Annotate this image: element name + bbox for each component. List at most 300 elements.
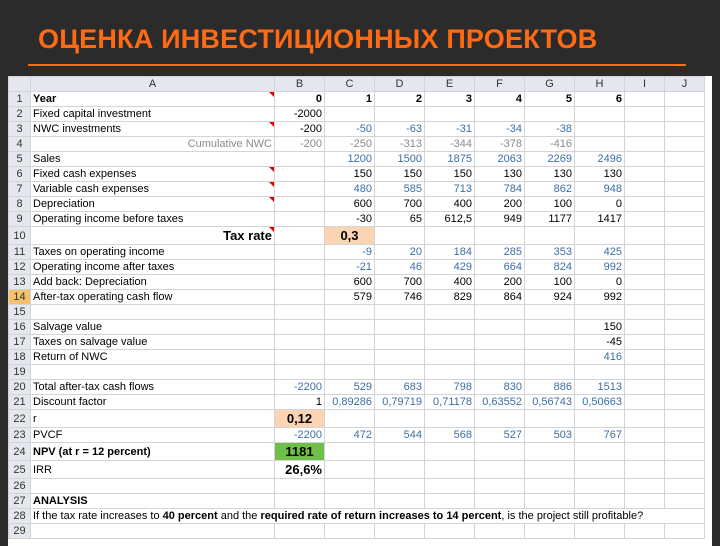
row-header[interactable]: 12 bbox=[9, 260, 31, 275]
cell-g8[interactable]: 100 bbox=[525, 197, 575, 212]
cell-d15[interactable] bbox=[375, 305, 425, 320]
cell-j25[interactable] bbox=[665, 461, 705, 479]
row-header[interactable]: 19 bbox=[9, 365, 31, 380]
cell-e12[interactable]: 429 bbox=[425, 260, 475, 275]
cell-c14[interactable]: 579 bbox=[325, 290, 375, 305]
cell-j21[interactable] bbox=[665, 395, 705, 410]
cell-c23[interactable]: 472 bbox=[325, 428, 375, 443]
cell-j26[interactable] bbox=[665, 479, 705, 494]
select-all-corner[interactable] bbox=[9, 77, 31, 92]
row-header[interactable]: 7 bbox=[9, 182, 31, 197]
cell-a13[interactable]: Add back: Depreciation bbox=[31, 275, 275, 290]
cell-j8[interactable] bbox=[665, 197, 705, 212]
column-header-d[interactable]: D bbox=[375, 77, 425, 92]
row-header[interactable]: 20 bbox=[9, 380, 31, 395]
cell-h10[interactable] bbox=[575, 227, 625, 245]
cell-b25[interactable]: 26,6% bbox=[275, 461, 325, 479]
cell-i11[interactable] bbox=[625, 245, 665, 260]
column-header-a[interactable]: A bbox=[31, 77, 275, 92]
cell-d19[interactable] bbox=[375, 365, 425, 380]
cell-b8[interactable] bbox=[275, 197, 325, 212]
cell-b11[interactable] bbox=[275, 245, 325, 260]
cell-i1[interactable] bbox=[625, 92, 665, 107]
cell-h19[interactable] bbox=[575, 365, 625, 380]
row-header[interactable]: 10 bbox=[9, 227, 31, 245]
cell-f19[interactable] bbox=[475, 365, 525, 380]
cell-i26[interactable] bbox=[625, 479, 665, 494]
cell-a19[interactable] bbox=[31, 365, 275, 380]
cell-f11[interactable]: 285 bbox=[475, 245, 525, 260]
row-header[interactable]: 6 bbox=[9, 167, 31, 182]
empty-cell[interactable] bbox=[325, 524, 375, 539]
column-header-i[interactable]: I bbox=[625, 77, 665, 92]
cell-i9[interactable] bbox=[625, 212, 665, 227]
row-header[interactable]: 15 bbox=[9, 305, 31, 320]
cell-g24[interactable] bbox=[525, 443, 575, 461]
cell-h14[interactable]: 992 bbox=[575, 290, 625, 305]
cell-b13[interactable] bbox=[275, 275, 325, 290]
cell-c8[interactable]: 600 bbox=[325, 197, 375, 212]
cell-h20[interactable]: 1513 bbox=[575, 380, 625, 395]
cell-i23[interactable] bbox=[625, 428, 665, 443]
cell-b26[interactable] bbox=[275, 479, 325, 494]
cell-a24[interactable]: NPV (at r = 12 percent) bbox=[31, 443, 275, 461]
cell-g12[interactable]: 824 bbox=[525, 260, 575, 275]
cell-b22[interactable]: 0,12 bbox=[275, 410, 325, 428]
cell-f16[interactable] bbox=[475, 320, 525, 335]
cell-h23[interactable]: 767 bbox=[575, 428, 625, 443]
cell-j4[interactable] bbox=[665, 137, 705, 152]
cell-h25[interactable] bbox=[575, 461, 625, 479]
cell-c10[interactable]: 0,3 bbox=[325, 227, 375, 245]
cell-i6[interactable] bbox=[625, 167, 665, 182]
cell-c21[interactable]: 0,89286 bbox=[325, 395, 375, 410]
row-header[interactable]: 4 bbox=[9, 137, 31, 152]
cell-f13[interactable]: 200 bbox=[475, 275, 525, 290]
cell-b17[interactable] bbox=[275, 335, 325, 350]
cell-a9[interactable]: Operating income before taxes bbox=[31, 212, 275, 227]
cell-h13[interactable]: 0 bbox=[575, 275, 625, 290]
cell-h1[interactable]: 6 bbox=[575, 92, 625, 107]
column-header-g[interactable]: G bbox=[525, 77, 575, 92]
cell-i2[interactable] bbox=[625, 107, 665, 122]
cell-e10[interactable] bbox=[425, 227, 475, 245]
cell-e6[interactable]: 150 bbox=[425, 167, 475, 182]
cell-f23[interactable]: 527 bbox=[475, 428, 525, 443]
row-header[interactable]: 13 bbox=[9, 275, 31, 290]
cell-j6[interactable] bbox=[665, 167, 705, 182]
cell-h5[interactable]: 2496 bbox=[575, 152, 625, 167]
cell-i18[interactable] bbox=[625, 350, 665, 365]
row-header[interactable]: 11 bbox=[9, 245, 31, 260]
cell-h22[interactable] bbox=[575, 410, 625, 428]
cell-e20[interactable]: 798 bbox=[425, 380, 475, 395]
cell-c19[interactable] bbox=[325, 365, 375, 380]
cell-g16[interactable] bbox=[525, 320, 575, 335]
cell-a5[interactable]: Sales bbox=[31, 152, 275, 167]
cell-i24[interactable] bbox=[625, 443, 665, 461]
cell-i13[interactable] bbox=[625, 275, 665, 290]
cell-b3[interactable]: -200 bbox=[275, 122, 325, 137]
empty-cell[interactable] bbox=[375, 524, 425, 539]
cell-d23[interactable]: 544 bbox=[375, 428, 425, 443]
cell-c9[interactable]: -30 bbox=[325, 212, 375, 227]
empty-cell[interactable] bbox=[475, 524, 525, 539]
cell-a16[interactable]: Salvage value bbox=[31, 320, 275, 335]
cell-a23[interactable]: PVCF bbox=[31, 428, 275, 443]
cell-h9[interactable]: 1417 bbox=[575, 212, 625, 227]
cell-a12[interactable]: Operating income after taxes bbox=[31, 260, 275, 275]
column-header-e[interactable]: E bbox=[425, 77, 475, 92]
cell-i5[interactable] bbox=[625, 152, 665, 167]
cell-e25[interactable] bbox=[425, 461, 475, 479]
cell-f22[interactable] bbox=[475, 410, 525, 428]
cell-c2[interactable] bbox=[325, 107, 375, 122]
cell-f7[interactable]: 784 bbox=[475, 182, 525, 197]
cell-i17[interactable] bbox=[625, 335, 665, 350]
cell-i10[interactable] bbox=[625, 227, 665, 245]
cell-f1[interactable]: 4 bbox=[475, 92, 525, 107]
row-header[interactable]: 3 bbox=[9, 122, 31, 137]
empty-cell[interactable] bbox=[525, 524, 575, 539]
cell-d22[interactable] bbox=[375, 410, 425, 428]
cell-d20[interactable]: 683 bbox=[375, 380, 425, 395]
cell-d21[interactable]: 0,79719 bbox=[375, 395, 425, 410]
cell-h27[interactable] bbox=[575, 494, 625, 509]
row-header[interactable]: 8 bbox=[9, 197, 31, 212]
empty-cell[interactable] bbox=[575, 524, 625, 539]
cell-j16[interactable] bbox=[665, 320, 705, 335]
row-header[interactable]: 1 bbox=[9, 92, 31, 107]
cell-d24[interactable] bbox=[375, 443, 425, 461]
cell-e27[interactable] bbox=[425, 494, 475, 509]
cell-c7[interactable]: 480 bbox=[325, 182, 375, 197]
cell-g17[interactable] bbox=[525, 335, 575, 350]
cell-h17[interactable]: -45 bbox=[575, 335, 625, 350]
cell-b14[interactable] bbox=[275, 290, 325, 305]
cell-c5[interactable]: 1200 bbox=[325, 152, 375, 167]
cell-i8[interactable] bbox=[625, 197, 665, 212]
cell-c20[interactable]: 529 bbox=[325, 380, 375, 395]
cell-j14[interactable] bbox=[665, 290, 705, 305]
cell-e18[interactable] bbox=[425, 350, 475, 365]
cell-e23[interactable]: 568 bbox=[425, 428, 475, 443]
cell-b23[interactable]: -2200 bbox=[275, 428, 325, 443]
cell-e24[interactable] bbox=[425, 443, 475, 461]
cell-h11[interactable]: 425 bbox=[575, 245, 625, 260]
cell-c16[interactable] bbox=[325, 320, 375, 335]
cell-g19[interactable] bbox=[525, 365, 575, 380]
cell-a7[interactable]: Variable cash expenses bbox=[31, 182, 275, 197]
cell-j10[interactable] bbox=[665, 227, 705, 245]
cell-i15[interactable] bbox=[625, 305, 665, 320]
cell-e3[interactable]: -31 bbox=[425, 122, 475, 137]
cell-g7[interactable]: 862 bbox=[525, 182, 575, 197]
cell-f5[interactable]: 2063 bbox=[475, 152, 525, 167]
cell-c18[interactable] bbox=[325, 350, 375, 365]
cell-h24[interactable] bbox=[575, 443, 625, 461]
cell-g13[interactable]: 100 bbox=[525, 275, 575, 290]
cell-j18[interactable] bbox=[665, 350, 705, 365]
cell-d14[interactable]: 746 bbox=[375, 290, 425, 305]
cell-h12[interactable]: 992 bbox=[575, 260, 625, 275]
row-header[interactable]: 5 bbox=[9, 152, 31, 167]
cell-f20[interactable]: 830 bbox=[475, 380, 525, 395]
column-header-j[interactable]: J bbox=[665, 77, 705, 92]
cell-a18[interactable]: Return of NWC bbox=[31, 350, 275, 365]
cell-j1[interactable] bbox=[665, 92, 705, 107]
cell-c15[interactable] bbox=[325, 305, 375, 320]
cell-f24[interactable] bbox=[475, 443, 525, 461]
cell-d13[interactable]: 700 bbox=[375, 275, 425, 290]
cell-b12[interactable] bbox=[275, 260, 325, 275]
row-header[interactable]: 14 bbox=[9, 290, 31, 305]
cell-a8[interactable]: Depreciation bbox=[31, 197, 275, 212]
cell-b21[interactable]: 1 bbox=[275, 395, 325, 410]
cell-d8[interactable]: 700 bbox=[375, 197, 425, 212]
cell-f12[interactable]: 664 bbox=[475, 260, 525, 275]
cell-c6[interactable]: 150 bbox=[325, 167, 375, 182]
cell-d7[interactable]: 585 bbox=[375, 182, 425, 197]
cell-g25[interactable] bbox=[525, 461, 575, 479]
cell-e16[interactable] bbox=[425, 320, 475, 335]
cell-a17[interactable]: Taxes on salvage value bbox=[31, 335, 275, 350]
cell-a22[interactable]: r bbox=[31, 410, 275, 428]
cell-g26[interactable] bbox=[525, 479, 575, 494]
cell-c12[interactable]: -21 bbox=[325, 260, 375, 275]
cell-b24[interactable]: 1181 bbox=[275, 443, 325, 461]
empty-cell[interactable] bbox=[625, 524, 665, 539]
cell-a1[interactable]: Year bbox=[31, 92, 275, 107]
cell-i3[interactable] bbox=[625, 122, 665, 137]
cell-c3[interactable]: -50 bbox=[325, 122, 375, 137]
cell-i21[interactable] bbox=[625, 395, 665, 410]
column-header-h[interactable]: H bbox=[575, 77, 625, 92]
cell-h2[interactable] bbox=[575, 107, 625, 122]
cell-d11[interactable]: 20 bbox=[375, 245, 425, 260]
empty-cell[interactable] bbox=[275, 524, 325, 539]
cell-c26[interactable] bbox=[325, 479, 375, 494]
cell-c22[interactable] bbox=[325, 410, 375, 428]
row-header[interactable]: 25 bbox=[9, 461, 31, 479]
cell-j12[interactable] bbox=[665, 260, 705, 275]
cell-a10[interactable]: Tax rate bbox=[31, 227, 275, 245]
cell-j19[interactable] bbox=[665, 365, 705, 380]
cell-g11[interactable]: 353 bbox=[525, 245, 575, 260]
row-header[interactable]: 23 bbox=[9, 428, 31, 443]
cell-d10[interactable] bbox=[375, 227, 425, 245]
row-header[interactable]: 18 bbox=[9, 350, 31, 365]
cell-g21[interactable]: 0,56743 bbox=[525, 395, 575, 410]
cell-f27[interactable] bbox=[475, 494, 525, 509]
row-header[interactable]: 22 bbox=[9, 410, 31, 428]
cell-h21[interactable]: 0,50663 bbox=[575, 395, 625, 410]
row-header[interactable]: 9 bbox=[9, 212, 31, 227]
cell-a20[interactable]: Total after-tax cash flows bbox=[31, 380, 275, 395]
cell-g10[interactable] bbox=[525, 227, 575, 245]
cell-g15[interactable] bbox=[525, 305, 575, 320]
empty-cell[interactable] bbox=[425, 524, 475, 539]
row-header[interactable]: 24 bbox=[9, 443, 31, 461]
row-header[interactable]: 29 bbox=[9, 524, 31, 539]
cell-i27[interactable] bbox=[625, 494, 665, 509]
cell-g20[interactable]: 886 bbox=[525, 380, 575, 395]
cell-e15[interactable] bbox=[425, 305, 475, 320]
cell-e1[interactable]: 3 bbox=[425, 92, 475, 107]
cell-b20[interactable]: -2200 bbox=[275, 380, 325, 395]
cell-f15[interactable] bbox=[475, 305, 525, 320]
cell-g23[interactable]: 503 bbox=[525, 428, 575, 443]
cell-j17[interactable] bbox=[665, 335, 705, 350]
cell-f18[interactable] bbox=[475, 350, 525, 365]
cell-g6[interactable]: 130 bbox=[525, 167, 575, 182]
cell-b19[interactable] bbox=[275, 365, 325, 380]
cell-a27[interactable]: ANALYSIS bbox=[31, 494, 275, 509]
cell-f17[interactable] bbox=[475, 335, 525, 350]
cell-a15[interactable] bbox=[31, 305, 275, 320]
cell-d26[interactable] bbox=[375, 479, 425, 494]
cell-b6[interactable] bbox=[275, 167, 325, 182]
cell-d6[interactable]: 150 bbox=[375, 167, 425, 182]
cell-b1[interactable]: 0 bbox=[275, 92, 325, 107]
cell-h7[interactable]: 948 bbox=[575, 182, 625, 197]
cell-a2[interactable]: Fixed capital investment bbox=[31, 107, 275, 122]
cell-g9[interactable]: 1177 bbox=[525, 212, 575, 227]
cell-g18[interactable] bbox=[525, 350, 575, 365]
cell-f14[interactable]: 864 bbox=[475, 290, 525, 305]
cell-g22[interactable] bbox=[525, 410, 575, 428]
cell-g5[interactable]: 2269 bbox=[525, 152, 575, 167]
cell-e4[interactable]: -344 bbox=[425, 137, 475, 152]
cell-h3[interactable] bbox=[575, 122, 625, 137]
cell-i7[interactable] bbox=[625, 182, 665, 197]
cell-g1[interactable]: 5 bbox=[525, 92, 575, 107]
cell-j11[interactable] bbox=[665, 245, 705, 260]
cell-a21[interactable]: Discount factor bbox=[31, 395, 275, 410]
cell-a25[interactable]: IRR bbox=[31, 461, 275, 479]
cell-b7[interactable] bbox=[275, 182, 325, 197]
cell-d4[interactable]: -313 bbox=[375, 137, 425, 152]
cell-b10[interactable] bbox=[275, 227, 325, 245]
cell-d18[interactable] bbox=[375, 350, 425, 365]
cell-e8[interactable]: 400 bbox=[425, 197, 475, 212]
row-header[interactable]: 27 bbox=[9, 494, 31, 509]
cell-d9[interactable]: 65 bbox=[375, 212, 425, 227]
cell-a26[interactable] bbox=[31, 479, 275, 494]
cell-i4[interactable] bbox=[625, 137, 665, 152]
cell-h18[interactable]: 416 bbox=[575, 350, 625, 365]
cell-g14[interactable]: 924 bbox=[525, 290, 575, 305]
cell-h8[interactable]: 0 bbox=[575, 197, 625, 212]
cell-f26[interactable] bbox=[475, 479, 525, 494]
cell-i16[interactable] bbox=[625, 320, 665, 335]
cell-e13[interactable]: 400 bbox=[425, 275, 475, 290]
column-header-f[interactable]: F bbox=[475, 77, 525, 92]
cell-d2[interactable] bbox=[375, 107, 425, 122]
cell-a3[interactable]: NWC investments bbox=[31, 122, 275, 137]
cell-f25[interactable] bbox=[475, 461, 525, 479]
cell-j27[interactable] bbox=[665, 494, 705, 509]
cell-i20[interactable] bbox=[625, 380, 665, 395]
cell-e7[interactable]: 713 bbox=[425, 182, 475, 197]
cell-a4[interactable]: Cumulative NWC bbox=[31, 137, 275, 152]
cell-j24[interactable] bbox=[665, 443, 705, 461]
cell-h15[interactable] bbox=[575, 305, 625, 320]
cell-f3[interactable]: -34 bbox=[475, 122, 525, 137]
column-header-c[interactable]: C bbox=[325, 77, 375, 92]
cell-e22[interactable] bbox=[425, 410, 475, 428]
cell-f9[interactable]: 949 bbox=[475, 212, 525, 227]
cell-e2[interactable] bbox=[425, 107, 475, 122]
cell-c17[interactable] bbox=[325, 335, 375, 350]
cell-j7[interactable] bbox=[665, 182, 705, 197]
cell-b5[interactable] bbox=[275, 152, 325, 167]
cell-d1[interactable]: 2 bbox=[375, 92, 425, 107]
cell-e9[interactable]: 612,5 bbox=[425, 212, 475, 227]
cell-c4[interactable]: -250 bbox=[325, 137, 375, 152]
cell-j20[interactable] bbox=[665, 380, 705, 395]
cell-f6[interactable]: 130 bbox=[475, 167, 525, 182]
empty-cell[interactable] bbox=[31, 524, 275, 539]
row-header[interactable]: 26 bbox=[9, 479, 31, 494]
cell-d5[interactable]: 1500 bbox=[375, 152, 425, 167]
cell-i14[interactable] bbox=[625, 290, 665, 305]
cell-d12[interactable]: 46 bbox=[375, 260, 425, 275]
cell-b15[interactable] bbox=[275, 305, 325, 320]
cell-c25[interactable] bbox=[325, 461, 375, 479]
cell-e14[interactable]: 829 bbox=[425, 290, 475, 305]
cell-f2[interactable] bbox=[475, 107, 525, 122]
cell-e26[interactable] bbox=[425, 479, 475, 494]
cell-i12[interactable] bbox=[625, 260, 665, 275]
cell-f21[interactable]: 0,63552 bbox=[475, 395, 525, 410]
cell-d25[interactable] bbox=[375, 461, 425, 479]
cell-c13[interactable]: 600 bbox=[325, 275, 375, 290]
row-header[interactable]: 28 bbox=[9, 509, 31, 524]
cell-a6[interactable]: Fixed cash expenses bbox=[31, 167, 275, 182]
cell-j2[interactable] bbox=[665, 107, 705, 122]
cell-e5[interactable]: 1875 bbox=[425, 152, 475, 167]
cell-c24[interactable] bbox=[325, 443, 375, 461]
row-header[interactable]: 17 bbox=[9, 335, 31, 350]
cell-j5[interactable] bbox=[665, 152, 705, 167]
cell-i25[interactable] bbox=[625, 461, 665, 479]
column-header-b[interactable]: B bbox=[275, 77, 325, 92]
cell-j23[interactable] bbox=[665, 428, 705, 443]
cell-c1[interactable]: 1 bbox=[325, 92, 375, 107]
cell-h4[interactable] bbox=[575, 137, 625, 152]
cell-e11[interactable]: 184 bbox=[425, 245, 475, 260]
cell-i22[interactable] bbox=[625, 410, 665, 428]
cell-f4[interactable]: -378 bbox=[475, 137, 525, 152]
cell-e17[interactable] bbox=[425, 335, 475, 350]
cell-b9[interactable] bbox=[275, 212, 325, 227]
empty-cell[interactable] bbox=[665, 524, 705, 539]
cell-j22[interactable] bbox=[665, 410, 705, 428]
cell-d27[interactable] bbox=[375, 494, 425, 509]
row-header[interactable]: 21 bbox=[9, 395, 31, 410]
cell-j9[interactable] bbox=[665, 212, 705, 227]
cell-j13[interactable] bbox=[665, 275, 705, 290]
cell-e21[interactable]: 0,71178 bbox=[425, 395, 475, 410]
cell-c11[interactable]: -9 bbox=[325, 245, 375, 260]
cell-b16[interactable] bbox=[275, 320, 325, 335]
cell-i19[interactable] bbox=[625, 365, 665, 380]
cell-b2[interactable]: -2000 bbox=[275, 107, 325, 122]
analysis-question-cell[interactable] bbox=[31, 509, 705, 524]
row-header[interactable]: 2 bbox=[9, 107, 31, 122]
cell-j15[interactable] bbox=[665, 305, 705, 320]
